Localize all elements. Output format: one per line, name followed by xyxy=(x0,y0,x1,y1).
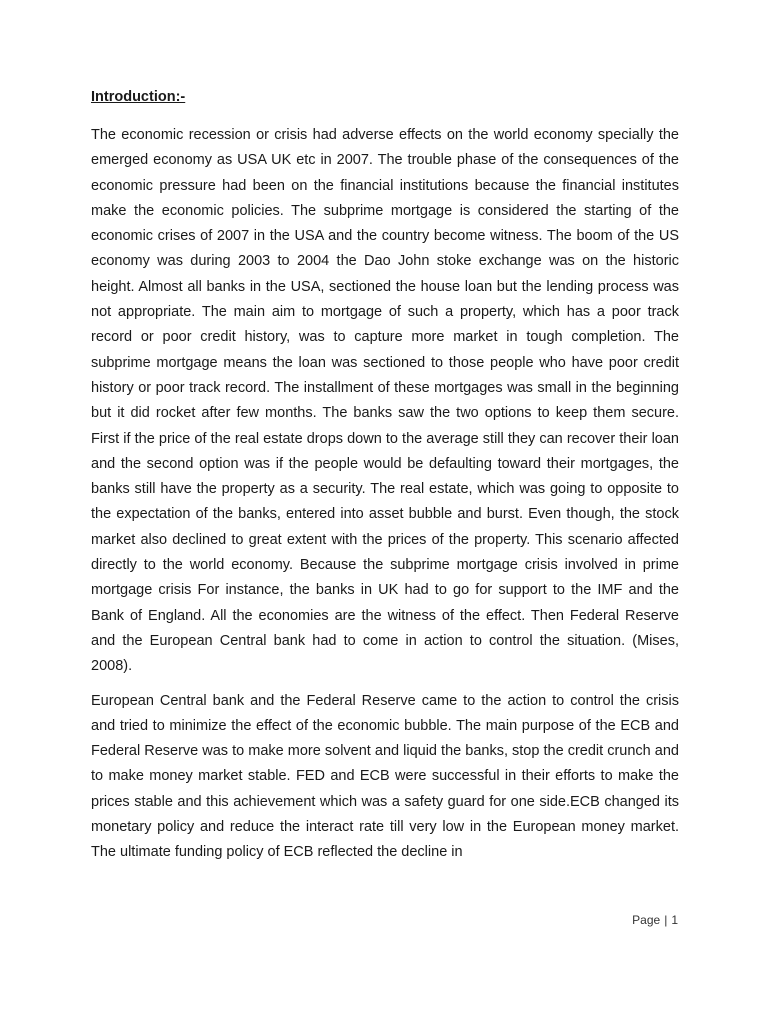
page-number: 1 xyxy=(671,913,678,927)
page-separator: | xyxy=(664,913,668,927)
paragraph-2: European Central bank and the Federal Reserve came to the action to control the crisis and tried to minimize the effect of the economic bubble. The main purpose of the ECB and Federal Reserve was to make more solvent and liquid the banks, stop the credit crunch and to make money market stable. FED and ECB were successful in their efforts to make the prices stable and this achievement which was a safety guard for one side.ECB changed its monetary policy and reduce the interact rate till very low in the European money market. The ultimate funding policy of ECB reflected the decline in xyxy=(91,692,679,861)
section-heading: Introduction:- xyxy=(91,89,186,105)
paragraph-1: The economic recession or crisis had adverse effects on the world economy specially the emerged economy as USA UK etc in 2007. The trouble phase of the consequences of the economic pressure had been on the financial institutions because the financial institutes make the economic policies. The subprime mortgage is considered the starting of the economic crises of 2007 in the USA and the country become witness. The boom of the US economy was during 2003 to 2004 the Dao John stoke exchange was on the historic height. Almost all banks in the USA, sectioned the house loan but the lending process was not appropriate. The main aim to mortgage of such a property, which has a poor track record or poor credit history, was to capture more market in tough completion. The subprime mortgage means the loan was sectioned to those people who have poor credit history or poor track record. The installment of these mortgages was small in the beginning but it did rocket after few months. The banks saw the two options to keep them secure. First if the price of the real estate drops down to the average still they can recover their loan and the second option was if the people would be defaulting toward their mortgages, the banks still have the property as a security. The real estate, which was going to opposite to the expectation of the banks, entered into asset bubble and burst. Even though, the stock market also declined to great extent with the prices of the property. This scenario affected directly to the world economy. Because the subprime mortgage crisis involved in prime mortgage crisis For instance, the banks in UK had to go for support to the IMF and the Bank of England. All the economies are the witness of the effect. Then Federal Reserve and the European Central bank had to come in action to control the situation. (Mises, 2008). xyxy=(91,127,679,675)
page-footer xyxy=(632,913,678,927)
document-body xyxy=(91,87,679,875)
page-label: Page xyxy=(632,913,661,927)
